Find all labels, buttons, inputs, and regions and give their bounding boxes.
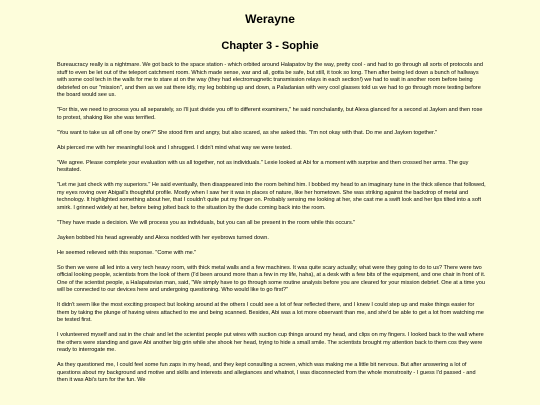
story-paragraph: It didn't seem like the most exciting prospect but looking around at the others I could see a lot of fear reflected there, and I knew I could step up and make things easier for them by taking the plunge of having wires attached to me and being scanned. Besides, Abi was a lot more observant than me, and she'd be able to get a lot from watching me be tested first.	[57, 302, 484, 323]
story-body	[57, 62, 487, 392]
story-paragraph: "You want to take us all off one by one?" She stood firm and angry, but also scared, as she asked this. "I'm not okay with that. Do me and Jayken together."	[57, 129, 438, 136]
story-paragraph: Abi pierced me with her meaningful look and I shrugged. I didn't mind what way we were tested.	[57, 144, 292, 151]
site-title: Werayne	[245, 12, 295, 26]
story-paragraph: "For this, we need to process you all separately, so I'll just divide you off to different examiners," he said nonchalantly, but Alexa glanced for a second at Jayken and then rose to protest, shaking like she was terrified.	[57, 107, 483, 121]
story-paragraph: I volunteered myself and sat in the chair and let the scientist people put wires with suction cup things around my head, and clips on my fingers. I looked back to the wall where the others were standing and gave Abi another big grin while she shook her head, trying to hide a small smile. The scientists brought my attention back to them cos they were ready to interrogate me.	[57, 332, 484, 353]
story-paragraph: He seemed relieved with this response. "Come with me."	[57, 249, 197, 256]
story-paragraph: "We agree. Please complete your evaluation with us all together, not as individuals." Lexie looked at Abi for a moment with surprise and then crossed her arms. The guy hesitated.	[57, 159, 469, 173]
story-paragraph: Bureaucracy really is a nightmare. We got back to the space station - which orbited around Halapatov by the way, pretty cool - and had to go through all sorts of protocols and stuff to even be let out of the teleport catchment room. Which made sense, war and all, gotta be safe, but still, it took so long. Then after being led down a bunch of hallways with some cool tech in the walls for me to stare at on the way (they had electromagnetic transmission relays in each section!) we had to wait in another room before being debriefed on our "mission", and then as we sat there idly, my leg bobbing up and down, a Paladanian with very cool glasses told us we had to go through more testing before the board would see us.	[57, 62, 483, 98]
story-paragraph: So then we were all led into a very tech heavy room, with thick metal walls and a few machines. It was quite scary actually; what were they going to do to us? There were two official looking people, scientists from the look of them (I'd been around more than a few in my life, haha), at a desk with a few bits of the equipment, and one chair in front of it. One of the scientist people, a Halapatovian man, said, "We simply have to go through some routine analysis before you are cleared for your mission debrief. One at a time you will be connected to our devices here and undergoing questioning. Who would like to go first?"	[57, 264, 486, 293]
story-paragraph: "Let me just check with my superiors." He said eventually, then disappeared into the room behind him. I bobbed my head to an imaginary tune in the thick silence that followed, my eyes roving over Abigail's thoughtful profile. Mostly when I saw her it was in places of nature, like her hometown. She was striking against the backdrop of metal and technology. It highlighted something about her, that I couldn't quite put my finger on. Probably sensing me looking at her, she cast me a swift look and her lips tilted into a soft smirk. I grinned widely at her, before being jolted back to the situation by the dude coming back into the room.	[57, 182, 486, 211]
story-paragraph: "They have made a decision. We will process you as individuals, but you can all be present in the room while this occurs."	[57, 219, 356, 226]
story-paragraph: Jayken bobbed his head agreeably and Alexa nodded with her eyebrows turned down.	[57, 234, 269, 241]
chapter-title: Chapter 3 - Sophie	[221, 40, 319, 52]
story-paragraph: As they questioned me, I could feel some fun zaps in my head, and they kept consulting a screen, which was making me a little bit nervous. But after answering a lot of questions about my background and motive and skills and interests and allegiances and whatnot, I was disconnected from the whole monstrosity - I guess I'd passed - and then it was Abi's turn for the fun. We	[57, 362, 476, 383]
